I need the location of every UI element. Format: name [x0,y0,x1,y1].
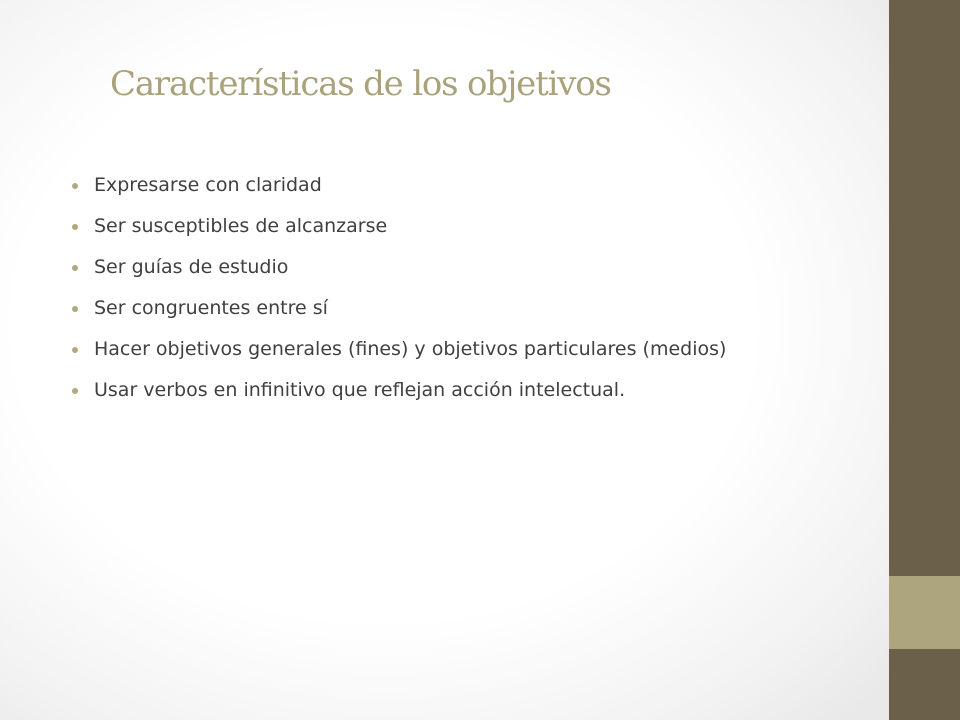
decorative-sidebar [889,0,960,720]
bullet-text: Ser susceptibles de alcanzarse [94,215,388,237]
bullet-text: Ser guías de estudio [94,256,289,278]
bullet-dot-icon [72,265,78,271]
bullet-text: Ser congruentes entre sí [94,297,328,319]
bullet-item [72,377,852,404]
bullet-item [72,172,852,199]
bullet-text: Hacer objetivos generales (fines) y objetivos particulares (medios) [94,338,727,360]
bullet-dot-icon [72,183,78,189]
bullet-dot-icon [72,306,78,312]
bullet-dot-icon [72,388,78,394]
bullet-item [72,295,852,322]
decorative-sidebar-band [889,576,960,649]
bullet-text: Expresarse con claridad [94,174,322,196]
bullet-item [72,336,852,363]
bullet-dot-icon [72,224,78,230]
bullet-dot-icon [72,347,78,353]
slide-title: Características de los objetivos [110,64,611,104]
bullet-list [72,172,852,418]
bullet-item [72,213,852,240]
bullet-item [72,254,852,281]
bullet-text: Usar verbos en infinitivo que reflejan acción intelectual. [94,379,626,401]
